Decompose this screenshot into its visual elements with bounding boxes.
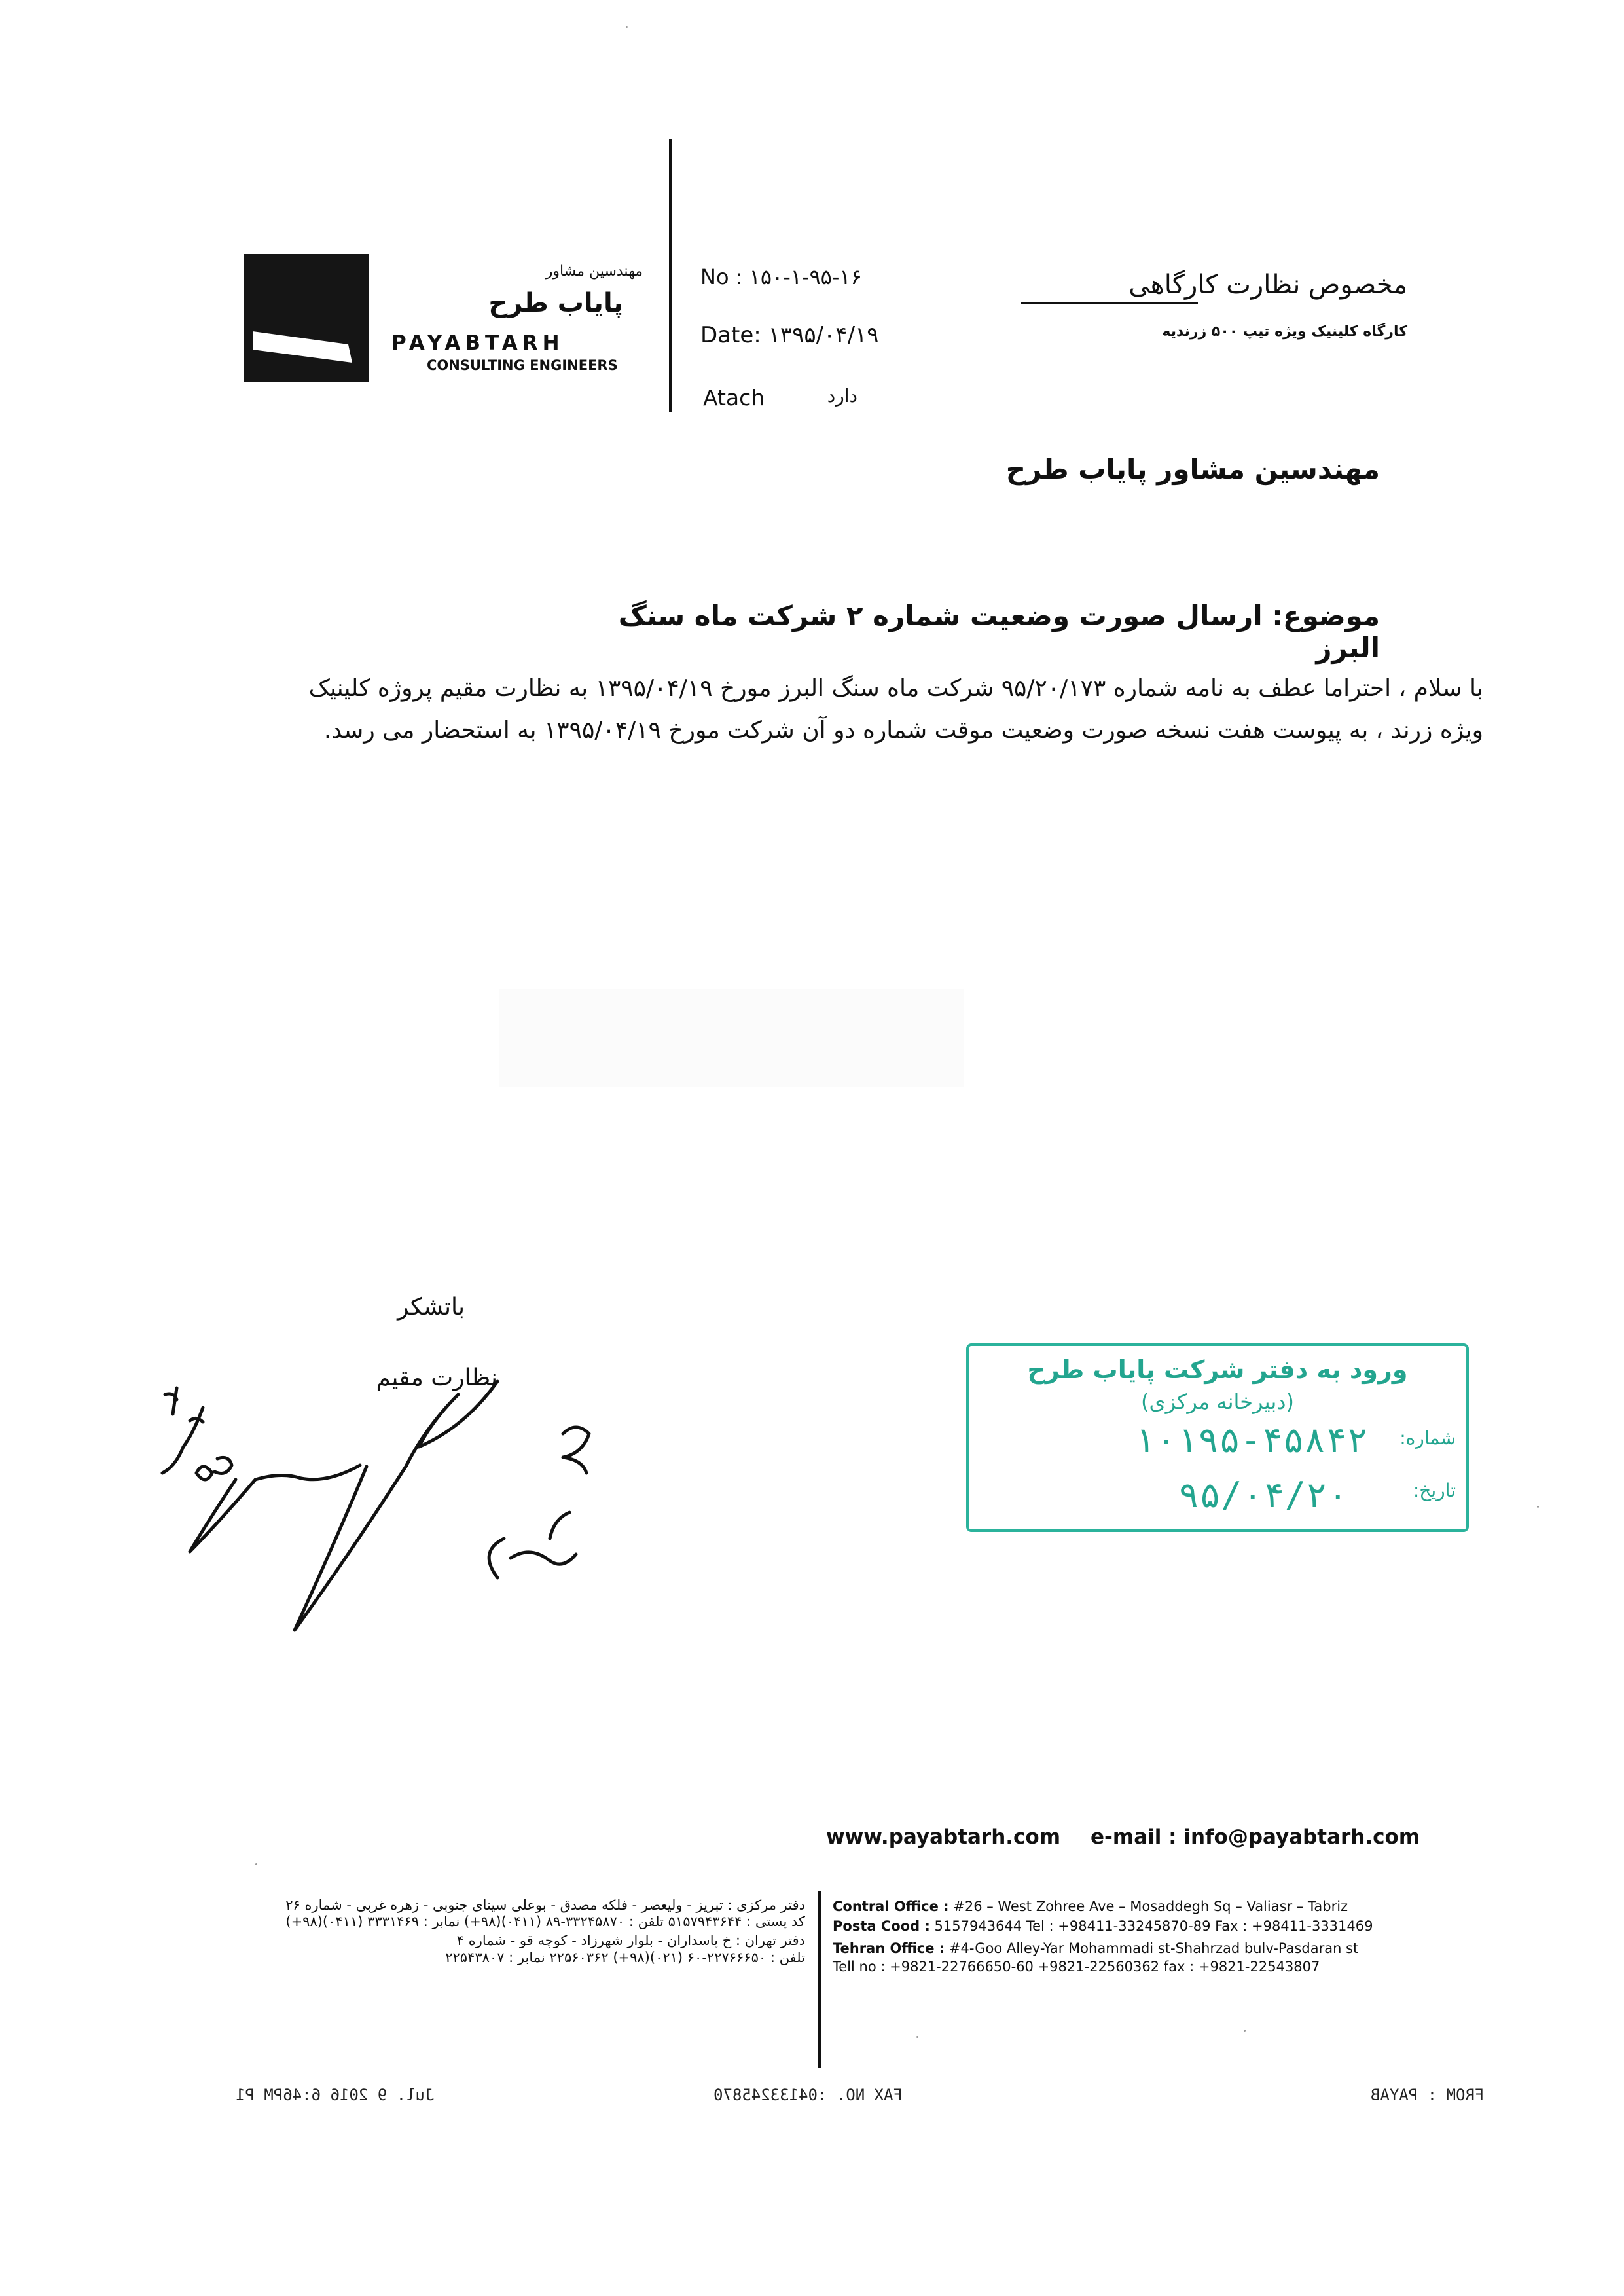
footer-en-central — [833, 1897, 1348, 1916]
special-underline — [1021, 302, 1198, 304]
no-value: ۱۵۰-۱-۹۵-۱۶ — [749, 264, 862, 289]
reception-stamp — [966, 1343, 1469, 1532]
stamp-number-label: شماره: — [1399, 1427, 1456, 1449]
scan-speck — [1244, 2030, 1246, 2032]
firm-name-en: PAYABTARH — [391, 331, 564, 355]
attachment-value: دارد — [827, 385, 857, 407]
recipient: مهندسین مشاور پایاب طرح — [1005, 453, 1380, 485]
special-subtitle: کارگاه کلینیک ویژه تیپ ۵۰۰ زرندیه — [1162, 323, 1407, 340]
footer-fa-central-line: دفتر مرکزی : تبریز - ولیعصر - فلکه مصدق - بوعلی سینای جنوبی - زهره غربی - شماره ۲۶ — [285, 1897, 805, 1913]
footer-en-tehran-phone: Tell no : +9821-22766650-60 +9821-22560362 fax : +9821-22543807 — [833, 1959, 1320, 1975]
redacted-area — [499, 989, 964, 1087]
footer-en-postal-value: 5157943644 Tel : +98411-33245870-89 Fax : +98411-3331469 — [934, 1918, 1373, 1934]
stamp-subtitle: (دبیرخانه مرکزی) — [1141, 1389, 1294, 1414]
footer-divider — [818, 1891, 821, 2068]
scan-speck — [1537, 1506, 1539, 1508]
company-logo — [244, 254, 369, 382]
stamp-title: ورود به دفتر شرکت پایاب طرح — [1027, 1355, 1408, 1384]
footer-en-postal-label: Posta Cood : — [833, 1918, 930, 1934]
footer-fa-postal-line: کد پستی : ۵۱۵۷۹۴۳۶۴۴ تلفن : ۳۳۲۴۵۸۷۰-۸۹ (۰۴۱۱)(۹۸+) نمابر : ۳۳۳۱۴۶۹ (۰۴۱۱)(۹۸+) — [285, 1914, 805, 1929]
footer-en-tehran-address: #4-Goo Alley-Yar Mohammadi st-Shahrzad bulv-Pasdaran st — [948, 1941, 1359, 1956]
fax-number: FAX NO. :04133245870 — [713, 2086, 903, 2104]
firm-name-fa: پایاب طرح — [488, 288, 623, 318]
firm-subtitle-en: CONSULTING ENGINEERS — [427, 357, 618, 373]
scan-speck — [626, 26, 628, 28]
letter-number — [700, 264, 862, 289]
firm-label-small: مهندسین مشاور — [545, 263, 643, 280]
fax-timestamp: Jul. 9 2016 6:46PM P1 — [236, 2086, 435, 2104]
body-paragraph: با سلام ، احتراما عطف به نامه شماره ۹۵/۲۰/۱۷۳ شرکت ماه سنگ البرز مورخ ۱۳۹۵/۰۴/۱۹ به نظارت مقیم پروژه کلینیک ویژه زرند ، به پیوست هفت نسخه صورت وضعیت موقت شماره دو آن شرکت مورخ ۱۳۹۵/۰۴/۱۹ به استحضار می رسد. — [308, 675, 1483, 744]
closing: باتشکر — [397, 1294, 465, 1321]
stamp-date-label: تاریخ: — [1413, 1480, 1456, 1501]
stamp-date-value: ۹۵/۰۴/۲۰ — [1178, 1474, 1348, 1516]
footer-fa-tehran-phone: تلفن : ۲۲۷۶۶۶۵۰-۶۰ (۰۲۱)(۹۸+) ۲۲۵۶۰۳۶۲ نمابر : ۲۲۵۴۳۸۰۷ — [445, 1950, 805, 1965]
header-divider — [669, 139, 672, 412]
footer-fa-tehran-address: دفتر تهران : خ پاسداران - بلوار شهرزاد - کوچه قو - شماره ۴ — [456, 1933, 805, 1948]
footer-en-tehran-label: Tehran Office : — [833, 1941, 945, 1956]
date-value: ۱۳۹۵/۰۴/۱۹ — [768, 322, 879, 348]
website-link[interactable]: www.payabtarh.com — [826, 1825, 1061, 1849]
footer-fa-central-address — [196, 1897, 805, 1930]
footer-en-postal — [833, 1917, 1373, 1935]
fax-sender: FROM : PAYAB — [1371, 2086, 1485, 2104]
footer-en-central-label: Contral Office : — [833, 1899, 949, 1914]
handwritten-signature — [157, 1375, 720, 1650]
attachment-label: Atach — [703, 385, 765, 410]
letter-date — [700, 322, 879, 348]
signer-title: نظارت مقیم — [376, 1364, 497, 1391]
subject-line: موضوع: ارسال صورت وضعیت شماره ۲ شرکت ماه سنگ البرز — [618, 600, 1380, 664]
email-link[interactable]: e-mail : info@payabtarh.com — [1091, 1825, 1420, 1849]
scan-speck — [916, 2036, 918, 2038]
special-title: مخصوص نظارت کارگاهی — [1128, 270, 1407, 300]
stamp-number-value: ۱۰۱۹۵-۴۵۸۴۲ — [1134, 1419, 1368, 1461]
scan-speck — [255, 1863, 257, 1865]
logo-mark-icon — [244, 254, 369, 382]
no-label: No : — [700, 264, 743, 289]
date-label: Date: — [700, 322, 761, 348]
footer-en-central-address: #26 – West Zohree Ave – Mosaddegh Sq – Valiasr – Tabriz — [953, 1899, 1348, 1914]
footer-en-tehran — [833, 1939, 1358, 1958]
